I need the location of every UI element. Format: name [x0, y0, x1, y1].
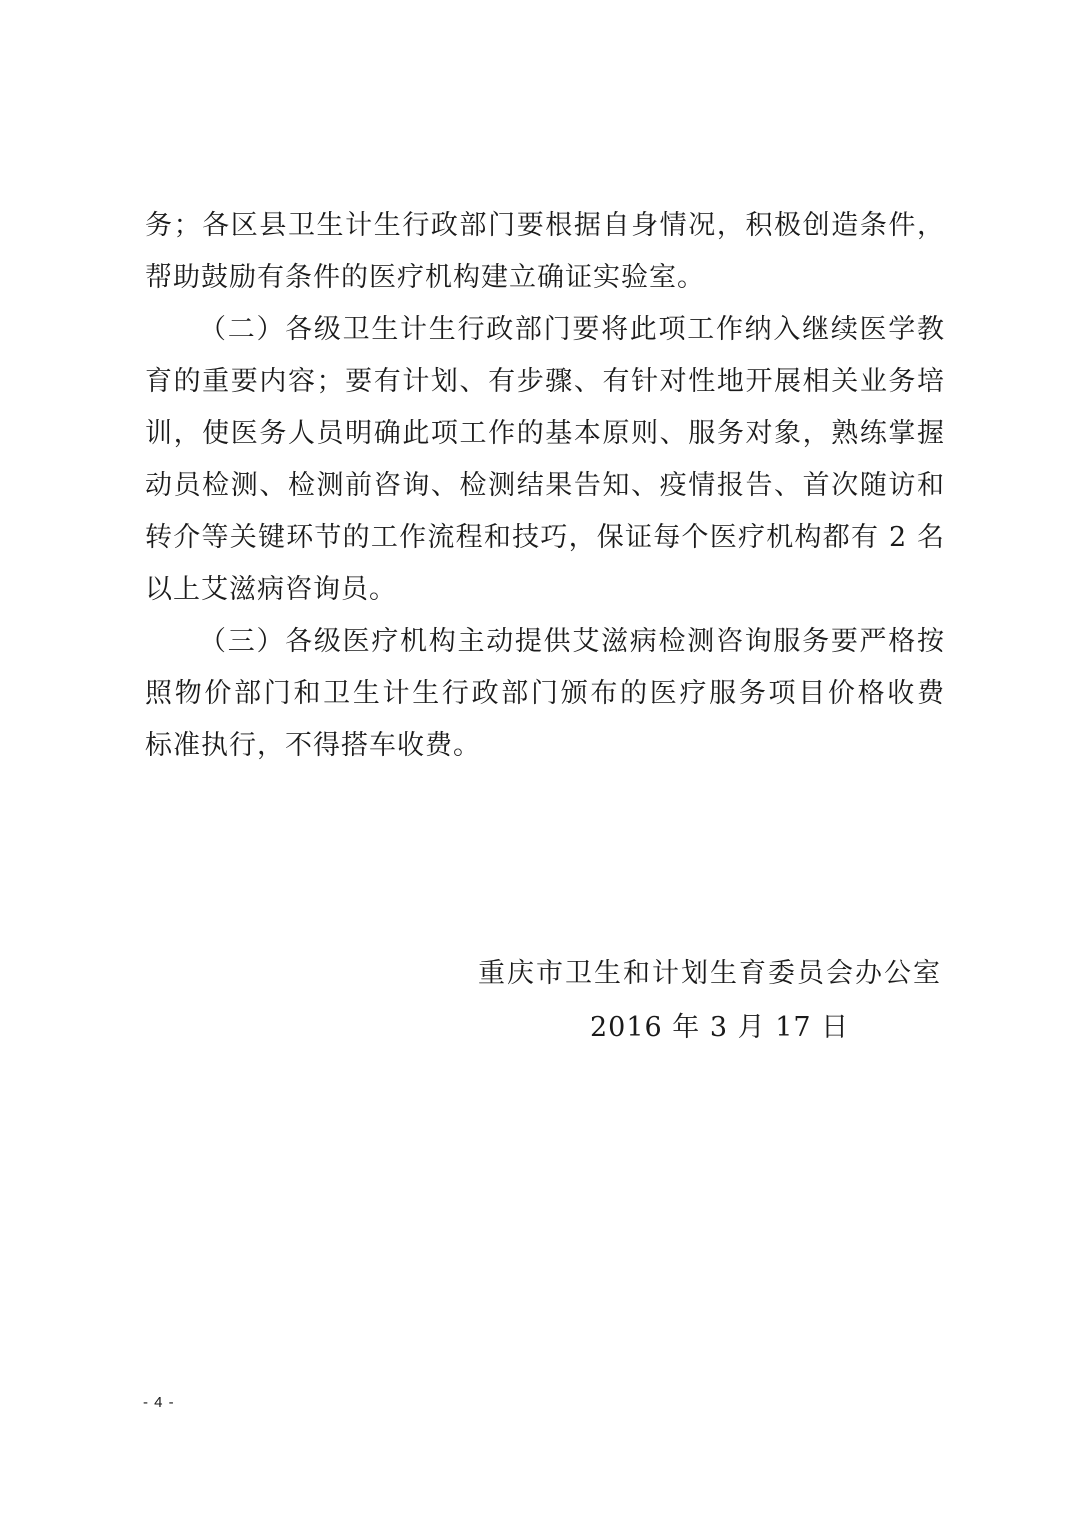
paragraph-line: 训，使医务人员明确此项工作的基本原则、服务对象，熟练掌握 — [145, 418, 945, 449]
paragraph-line: 标准执行，不得搭车收费。 — [145, 730, 481, 761]
paragraph-line: （二）各级卫生计生行政部门要将此项工作纳入继续医学教 — [199, 314, 945, 345]
paragraph-line: 育的重要内容；要有计划、有步骤、有针对性地开展相关业务培 — [145, 366, 945, 397]
paragraph-line: 转介等关键环节的工作流程和技巧，保证每个医疗机构都有 2 名 — [145, 522, 945, 553]
paragraph-line: 动员检测、检测前咨询、检测结果告知、疫情报告、首次随访和 — [145, 470, 945, 501]
paragraph-line: 务；各区县卫生计生行政部门要根据自身情况，积极创造条件， — [145, 210, 945, 241]
paragraph-line: （三）各级医疗机构主动提供艾滋病检测咨询服务要严格按 — [199, 626, 945, 657]
page-number: - 4 - — [143, 1394, 175, 1411]
signature-block — [478, 950, 945, 1052]
paragraph-line: 以上艾滋病咨询员。 — [145, 574, 397, 605]
document-body — [145, 200, 945, 772]
paragraph-line: 照物价部门和卫生计生行政部门颁布的医疗服务项目价格收费 — [145, 678, 945, 709]
paragraph-line: 帮助鼓励有条件的医疗机构建立确证实验室。 — [145, 262, 705, 293]
issue-date: 2016 年 3 月 17 日 — [590, 1012, 850, 1043]
issuing-organization: 重庆市卫生和计划生育委员会办公室 — [478, 958, 942, 989]
